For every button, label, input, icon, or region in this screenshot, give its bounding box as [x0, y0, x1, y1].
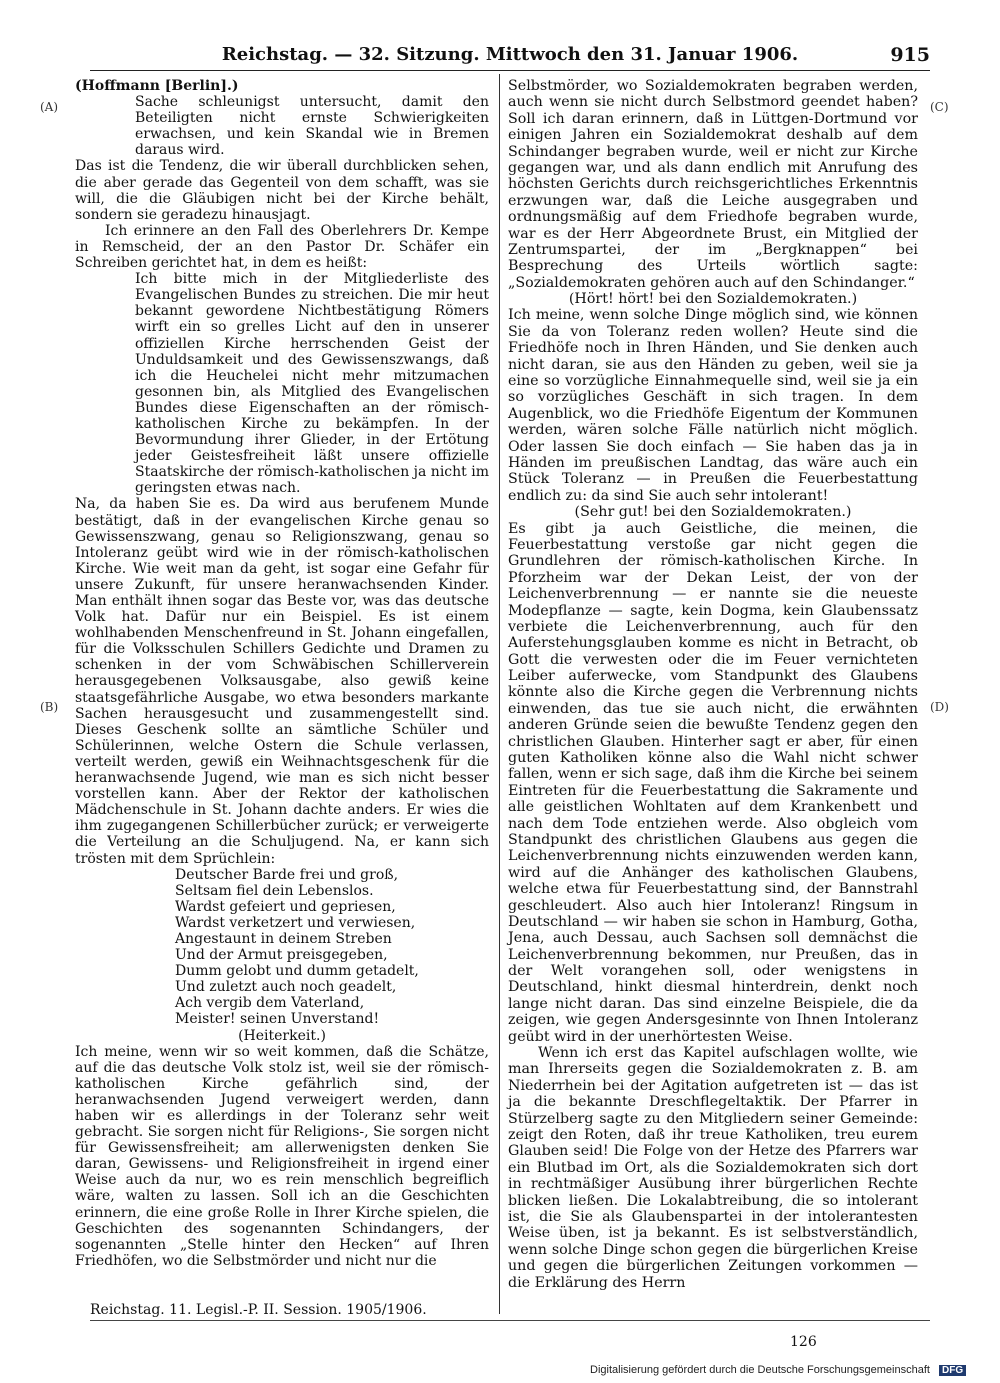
column-divider: [499, 74, 500, 1314]
left-column-poem-12: Dumm gelobt und dumm getadelt,: [175, 963, 419, 980]
margin-mark-a: (A): [40, 100, 59, 114]
left-column-poem-14: Ach vergib dem Vaterland,: [175, 995, 365, 1012]
right-column-p-4: Es gibt ja auch Geistliche, die meinen, die Feuerbestattung verstoße gar nicht gegen die Grundlehren der römisch-katholischen Kirche. In Pforzheim war der Dekan Leist, der von der Leichenverbrennung — er nannte sie die neueste Modepflanze — sagte, kein Dogma, kein Glaubenssatz verbiete die Leichenverbrennung, auch für den Auferstehungsglauben komme es nicht in Betracht, ob Gott die verwesten oder die im Feuer vernichteten Leiber auferwecke, vom Standpunkt des Glaubens könnte also die Kirche gegen die Verbrennung nichts einwenden, das tue sie auch nicht, die erwähnten anderen Gründe seien die bewußte Tendenz gegen den christlichen Glauben. Hinterher sagt er aber, für einen guten Katholiken könne also die Wahl nicht schwer fallen, wenn er sich sage, daß ihm die Kirche bei seinem Eintreten für die Feuerbestattung die Sakramente und alle geistlichen Wohltaten auf dem Krankenbett und nach dem Tode entziehen werde. Also obgleich vom Standpunkt des christlichen Glaubens aus gegen die Leichenverbrennung nichts einzuwenden werden kann, wird auf die Anhänger des katholischen Glaubens, welche etwa für Feuerbestattung sind, der Bannstrahl geschleudert. Also auch hier Intoleranz! Ringsum in Deutschland — wir haben sie schon in Hamburg, Gotha, Jena, auch Dessau, auch Sachsen soll demnächst die Leichenverbrennung bekommen, nur Preußen, das in der Welt vorangehen soll, oder wenigstens in Deutschland, hinkt diesmal hinterdrein, denkt noch lange nicht daran. Das sind einzelne Beispiele, die da zeigen, wie gegen Andersgesinnte von Ihnen Intoleranz geübt wird in der unerhörtesten Weise.: [508, 520, 918, 1045]
header-rule: [90, 70, 930, 71]
right-column-indent-5: Wenn ich erst das Kapitel aufschlagen wollte, wie man Ihrerseits gegen die Sozialdemokraten z. B. am Niederrhein bei der Agitation aufgetreten ist — das ist ja die bekannte Dreschflegeltaktik. Der Pfarrer in Stürzelberg sagte zu den Mitgliedern seiner Gemeinde: zeigt den Roten, daß ihr treue Katholiken, treu eurem Glauben seid! Die Folge von der Hetze des Pfarrers war ein Blutbad im Ort, als die Sozialdemokraten sich dort in rechtmäßiger Ausübung ihrer bürgerlichen Rechte blicken ließen. Die Lokalabtreibung, die so intolerant ist, die Sie als Glaubenspartei in der intolerantesten Weise üben, ist ja bekannt. Es ist selbstverständlich, wenn solche Dinge schon gegen die bürgerlichen Kreise und gegen die bürgerlichen Zeitungen vorkommen — die Erklärung des Herrn: [508, 1045, 918, 1291]
margin-mark-d: (D): [930, 700, 949, 714]
page-header: [90, 44, 930, 70]
left-column-poem-10: Angestaunt in deinem Streben: [175, 930, 392, 947]
margin-mark-b: (B): [40, 700, 59, 714]
right-column-center-3: (Sehr gut! bei den Sozialdemokraten.): [574, 504, 852, 521]
left-column-poem-9: Wardst verketzert und verwiesen,: [175, 914, 416, 931]
left-column-poem-6: Deutscher Barde frei und groß,: [175, 866, 399, 883]
right-column-p-0: Selbstmörder, wo Sozialdemokraten begraben werden, auch wenn sie nicht durch Selbstmord geendet haben? Soll ich daran erinnern, daß in Lüttgen-Dortmund vor einigen Jahren ein Sozialdemokrat deshalb auf dem Schindanger begraben wurde, weil er nicht zur Kirche gegangen war, und als dann endlich mit Anrufung des höchsten Gerichts durch reichsgerichtliches Erkenntnis erzwungen war, daß die Leiche ausgegraben und ordnungsmäßig auf dem Friedhofe begraben wurde, war es der Herr Abgeordnete Brust, ein Mitglied der Zentrumspartei, der im „Bergknappen“ bei Besprechung des Urteils wörtlich sagte: „Sozialdemokraten gehören auch auf den Schindanger.“: [508, 78, 918, 291]
right-column-center-1: (Hört! hört! bei den Sozialdemokraten.): [568, 291, 858, 308]
dfg-credit: [590, 1364, 966, 1376]
left-column-poem-11: Und der Armut preisgegeben,: [175, 947, 388, 964]
left-column-poem-8: Wardst gefeiert und gepriesen,: [175, 898, 396, 915]
left-column-poem-15: Meister! seinen Unverstand!: [175, 1011, 380, 1028]
left-column-poem-7: Seltsam fiel dein Lebenslos.: [175, 882, 374, 899]
page-number: 915: [890, 44, 930, 66]
left-column: [75, 78, 489, 1269]
dfg-credit-text: Digitalisierung gefördert durch die Deutsche Forschungsgemeinschaft: [590, 1364, 930, 1376]
left-column-p-2: Das ist die Tendenz, die wir überall durchblicken sehen, die aber gerade das Gegenteil von dem schafft, was sie will, die die Gläubigen nicht bei der Kirche behält, sondern sie geradezu hinausjagt.: [75, 158, 489, 223]
margin-mark-c: (C): [930, 100, 949, 114]
footer-signature: 126: [790, 1334, 817, 1350]
footer-session-line: Reichstag. 11. Legisl.-P. II. Session. 1905/1906.: [90, 1302, 427, 1318]
left-column-p-17: Ich meine, wenn wir so weit kommen, daß die Schätze, auf die das deutsche Volk stolz ist, weil sie der römisch-katholischen Kirche gefährlich sind, der heranwachsenden Jugend verweigert werden, dann haben wir es allerdings in der Toleranz sehr weit gebracht. Sie sorgen nicht für Religions-, Sie sorgen nicht für Gewissensfreiheit; am allerwenigsten denken Sie daran, Gewissens- und Religionsfreiheit in irgend einer Weise auch da nur, wo es rein menschlich begreiflich wäre, walten zu lassen. Soll ich an die Geschichten erinnern, die eine große Rolle in Ihrer Kirche spielen, die Geschichten des sogenannten Schindangers, der sogenannten „Stelle hinter den Hecken“ auf Ihren Friedhöfen, wo die Selbstmörder und nicht nur die: [75, 1043, 489, 1269]
left-column-speaker-0: (Hoffmann [Berlin].): [75, 78, 239, 94]
left-column-quote-4: Ich bitte mich in der Mitgliederliste des Evangelischen Bundes zu streichen. Die mir heut bekannt gewordene Nichtbestätigung Römers wirft ein so grelles Licht auf den in unserer offiziellen Kirche herrschenden Geist der Unduldsamkeit und des Gewissenszwangs, daß ich die Heuchelei nicht mehr mitzumachen gesonnen bin, als Mitglied des Evangelischen Bundes diese Eigenschaften an der römisch-katholischen Kirche zu bekämpfen. In der Bevormundung ihrer Glieder, in der Ertötung jeder Geistesfreiheit läßt unsere offizielle Staatskirche der römisch-katholischen ja nicht im geringsten etwas nach.: [135, 271, 489, 497]
left-column-quote-1: Sache schleunigst untersucht, damit den Beteiligten nicht ernste Schwierigkeiten erwachsen, und kein Skandal wie in Bremen daraus wird.: [135, 94, 489, 159]
right-column: [508, 78, 918, 1291]
left-column-p-5: Na, da haben Sie es. Da wird aus berufenem Munde bestätigt, daß in der evangelischen Kirche genau so Gewissenszwang, genau so Religionszwang, genau so Intoleranz geübt wird wie in der römisch-katholischen Kirche. Wie weit man da geht, ist sogar eine Gefahr für unsere Zukunft, für unsere heranwachsenden Kinder. Man enthält ihnen sogar das Beste vor, was das deutsche Volk hat. Dafür nur ein Beispiel. Es ist einem wohlhabenden Menschenfreund in St. Johann eingefallen, für die Volksschulen Schillers Gedichte und Dramen zu schenken in der vom Schwäbischen Schillerverein herausgegebenen Volksausgabe, also gewiß keine staatsgefährliche Ausgabe, wo etwa besonders markante Sachen herausgesucht und zusammengestellt sind. Dieses Geschenk sollte an sämtliche Schüler und Schülerinnen, welche Ostern die Schule verlassen, verteilt werden, gewiß ein Weihnachtsgeschenk für die heranwachsende Jugend, wie man es sich nicht besser vorstellen kann. Aber der Rektor der katholischen Mädchenschule in St. Johann dachte anders. Er wies die ihm zugegangenen Schillerbücher zurück; er verweigerte die Verteilung an die Schuljugend. Na, er kann sich trösten mit dem Sprüchlein:: [75, 496, 489, 867]
left-column-indent-3: Ich erinnere an den Fall des Oberlehrers Dr. Kempe in Remscheid, der an den Pastor Dr. Schäfer ein Schreiben gerichtet hat, in dem es heißt:: [75, 222, 489, 272]
header-title: Reichstag. — 32. Sitzung. Mittwoch den 31. Januar 1906.: [221, 44, 799, 65]
left-column-poem-13: Und zuletzt auch noch geadelt,: [175, 979, 397, 996]
right-column-p-2: Ich meine, wenn solche Dinge möglich sind, wie können Sie da von Toleranz reden wollen? Heute sind die Friedhöfe noch in Ihren Händen, und Sie denken auch nicht daran, sie aus den Händen zu geben, weil sie ja eine so vorzügliche Einnahmequelle sind, weil sie ja ein so vorzügliches Geschäft in sich tragen. In dem Augenblick, wo die Friedhöfe Eigentum der Kommunen werden, wären solche Fälle natürlich nicht möglich. Oder lassen Sie doch einfach — Sie haben das ja in Händen im preußischen Landtag, das wäre auch ein Stück Toleranz — in Preußen die Feuerbestattung endlich zu: da sind Sie auch sehr intolerant!: [508, 307, 918, 504]
left-column-center-16: (Heiterkeit.): [238, 1027, 326, 1044]
dfg-logo-icon: DFG: [939, 1365, 966, 1376]
footer-rule: [90, 1320, 930, 1321]
